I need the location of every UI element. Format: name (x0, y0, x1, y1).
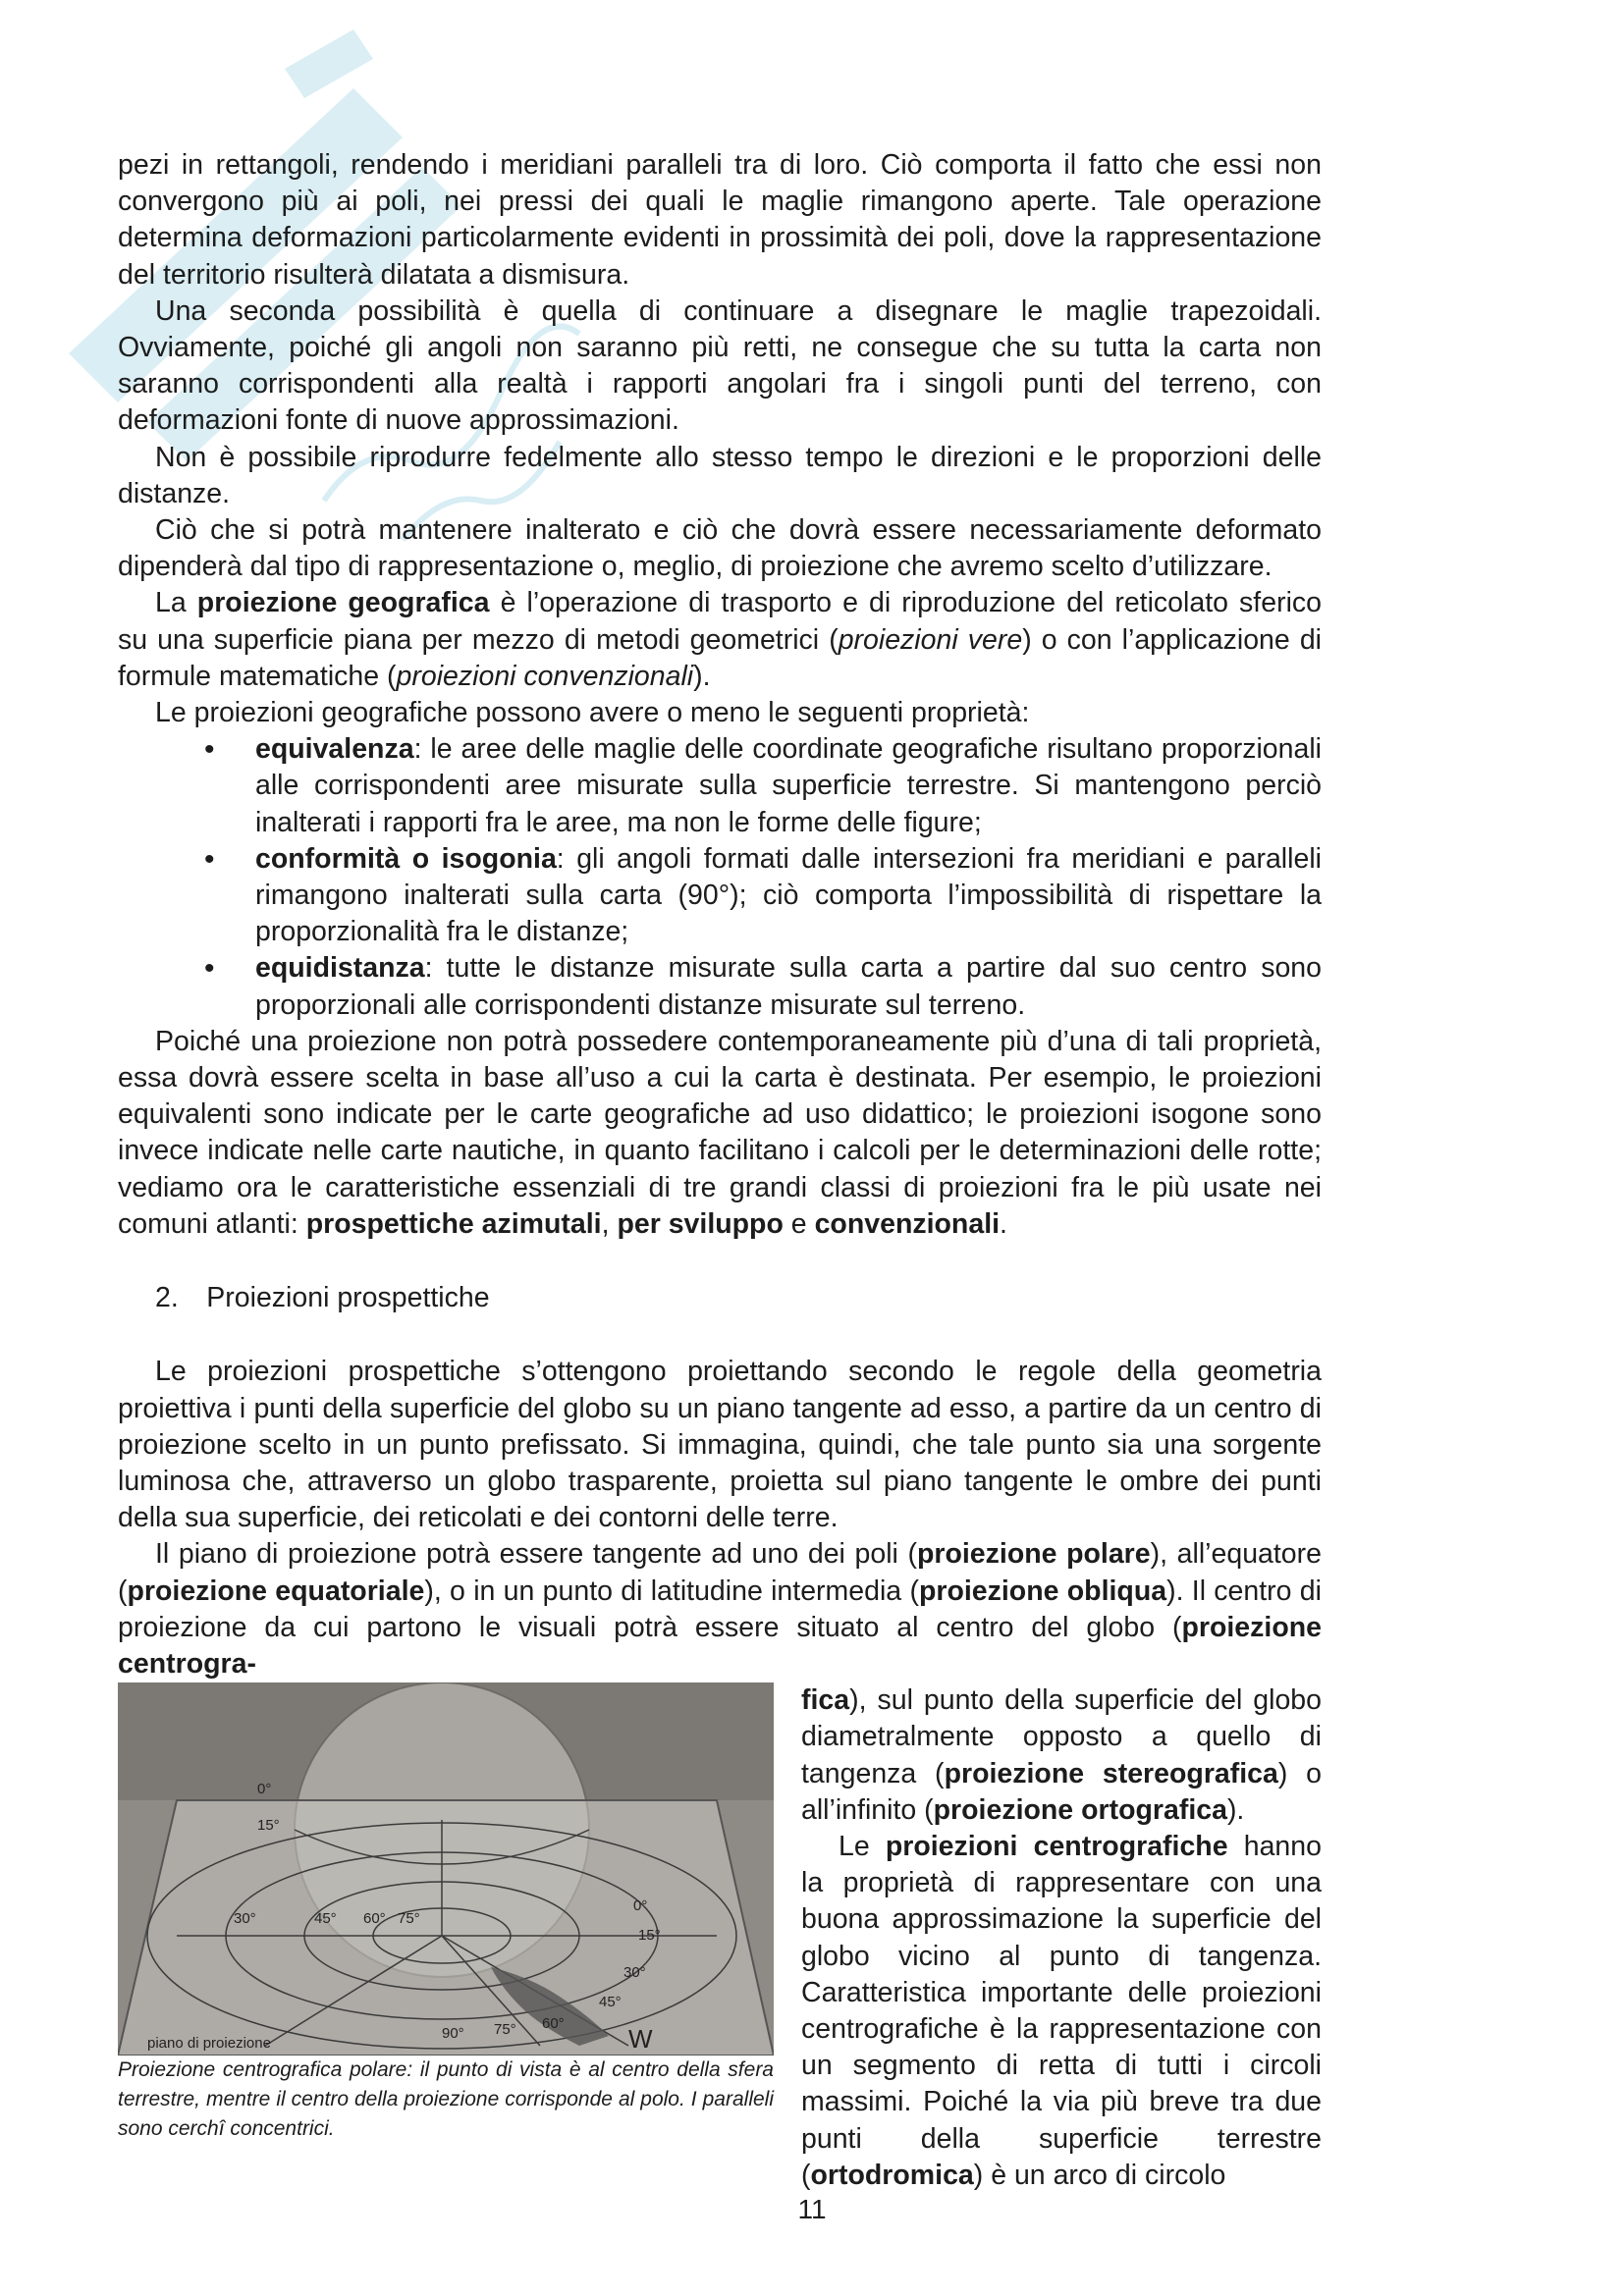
p11-a: Le (839, 1830, 886, 1862)
p7-g: . (1000, 1207, 1007, 1240)
term-proiezione-ortografica: proiezione ortografica (933, 1793, 1227, 1826)
fig-label: 60° (363, 1910, 386, 1928)
term-per-sviluppo: per sviluppo (617, 1207, 784, 1240)
term-proiezione-centrografica: proiezione centrogra- (118, 1611, 1322, 1680)
p10-b: ), sul punto della superficie del globo diametralmente opposto a quello di tangenza ( (801, 1684, 1322, 1789)
p7-e: e (783, 1207, 815, 1240)
paragraph-6 (118, 695, 1322, 731)
section-title: 2. Proiezioni prospettiche (155, 1282, 490, 1314)
list-item (255, 841, 1322, 951)
p7-c: , (601, 1207, 618, 1240)
paragraph-1-text: pezi in rettangoli, rendendo i meridiani paralleli tra di loro. Ciò comporta il fatto che essi non convergono più ai poli, nei pressi dei quali le maglie rimangono aperte. Tale operazione determina deformazioni particolarmente evidenti in prossimità dei poli, dove la rappresentazione del territorio risulterà dilatata a dismisura. (118, 149, 1322, 291)
term-proiezione-obliqua: proiezione obliqua (918, 1575, 1167, 1607)
paragraph-10 (801, 1682, 1322, 1829)
fig-label: 15° (257, 1817, 280, 1835)
fig-label: 0° (257, 1781, 272, 1798)
fig-label: 45° (314, 1910, 337, 1928)
paragraph-8 (118, 1354, 1322, 1536)
page-number: 11 (797, 2194, 827, 2224)
fig-label: 30° (623, 1964, 646, 1982)
term-fica: fica (801, 1684, 850, 1717)
term-proiezione-equatoriale: proiezione equatoriale (127, 1575, 425, 1607)
fig-label-w: W (628, 2024, 653, 2055)
list-item-text: : gli angoli formati dalle intersezioni fra meridiani e paralleli rimangono inalterati sulla carta (90°); ciò comporta l’impossibilità di rispettare la proporzionalità fra le distanze; (255, 842, 1322, 948)
fig-label: 75° (398, 1910, 420, 1928)
paragraph-3-text: Non è possibile riprodurre fedelmente allo stesso tempo le direzioni e le proporzioni delle distanze. (118, 441, 1322, 509)
p5-c: è l’operazione di trasporto e di riproduzione del reticolato sferico su una superficie piana per mezzo di metodi geometrici ( (118, 587, 1322, 656)
term-proiezioni-centrografiche: proiezioni centrografiche (885, 1830, 1228, 1862)
term-conformita: conformità o isogonia (255, 842, 557, 875)
fig-label: 0° (633, 1897, 648, 1915)
fig-label: 60° (542, 2015, 565, 2033)
figure (118, 1682, 774, 2194)
p7-a: Poiché una proiezione non potrà possedere contemporaneamente più d’una di tali proprietà, essa dovrà essere scelta in base all’uso a cui la carta è destinata. Per esempio, le proiezioni equivalenti sono indicate per le carte geografiche ad uso didattico; le proiezioni isogone sono invece indicate nelle carte nautiche, in quanto facilitano i calcoli per le determinazioni delle rotte; vediamo ora le caratteristiche essenziali di tre grandi classi di proiezioni fra le più usate nei comuni atlanti: (118, 1025, 1322, 1240)
term-proiezioni-convenzionali: proiezioni convenzionali (396, 660, 694, 692)
fig-label-plane: piano di proiezione (147, 2035, 271, 2053)
p11-c: hanno la proprietà di rappresentare con una buona approssimazione la superficie del globo vicino al punto di tangenza. Caratteristica importante delle proiezioni centrografiche è la rappresentazione con un segmento di retta di tutti i circoli massimi. Poiché la via più breve tra due punti della superficie terrestre ( (801, 1830, 1322, 2191)
fig-label: 15° (638, 1927, 661, 1945)
paragraph-4-text: Ciò che si potrà mantenere inalterato e ciò che dovrà essere necessariamente deformato dipenderà dal tipo di rappresentazione o, meglio, di proiezione che avremo scelto d’utilizzare. (118, 514, 1322, 583)
p9-a: Il piano di proiezione potrà essere tangente ad uno dei poli ( (155, 1538, 917, 1571)
figure-side-text (801, 1682, 1322, 2194)
p9-e: ), o in un punto di latitudine intermedia ( (424, 1575, 919, 1607)
paragraph-4 (118, 512, 1322, 585)
paragraph-9 (118, 1536, 1322, 1682)
term-proiezione-geografica: proiezione geografica (196, 587, 490, 619)
paragraph-8-text: Le proiezioni prospettiche s’ottengono proiettando secondo le regole della geometria proiettiva i punti della superficie del globo su un piano tangente ad esso, a partire da un centro di proiezione scelto in un punto prefissato. Si immagina, quindi, che tale punto sia una sorgente luminosa che, attraverso un globo trasparente, proietta sul piano tangente le ombre dei punti della sua superficie, dei reticolati e dei contorni delle terre. (118, 1356, 1322, 1534)
list-item-text: : tutte le distanze misurate sulla carta a partire dal suo centro sono proporzionali alle corrispondenti distanze misurate sul terreno. (255, 952, 1322, 1021)
fig-label: 30° (234, 1910, 256, 1928)
term-equidistanza: equidistanza (255, 952, 425, 985)
term-proiezioni-vere: proiezioni vere (838, 623, 1023, 656)
paragraph-2 (118, 294, 1322, 440)
list-item (255, 950, 1322, 1023)
term-prospettiche-azimutali: prospettiche azimutali (305, 1207, 602, 1240)
polar-projection-image (118, 1682, 774, 2056)
p9-g: ). Il centro di proiezione da cui partono le visuali potrà essere situato al centro del globo ( (118, 1575, 1322, 1643)
term-equivalenza: equivalenza (255, 733, 414, 766)
fig-label: 45° (599, 1994, 622, 2011)
term-convenzionali: convenzionali (814, 1207, 1001, 1240)
p5-g: ). (693, 660, 711, 692)
properties-list (118, 731, 1322, 1024)
term-ortodromica: ortodromica (810, 2159, 974, 2191)
paragraph-1 (118, 147, 1322, 294)
list-item (255, 731, 1322, 841)
fig-label: 75° (494, 2021, 516, 2039)
p5-a: La (155, 587, 197, 619)
paragraph-11 (801, 1829, 1322, 2194)
paragraph-6-text: Le proiezioni geografiche possono avere o meno le seguenti proprietà: (155, 697, 1030, 729)
p10-f: ). (1226, 1793, 1245, 1826)
figure-caption: Proiezione centrografica polare: il punto di vista è al centro della sfera terrestre, mentre il centro della proiezione corrisponde al polo. I paralleli sono cerchî concentrici. (118, 2058, 774, 2141)
fig-label: 90° (442, 2025, 464, 2043)
paragraph-3 (118, 440, 1322, 512)
paragraph-5 (118, 585, 1322, 695)
term-proiezione-polare: proiezione polare (916, 1538, 1151, 1571)
paragraph-2-text: Una seconda possibilità è quella di continuare a disegnare le maglie trapezoidali. Ovviamente, poiché gli angoli non saranno più retti, ne consegue che su tutta la carta non saranno corrispondenti alla realtà i rapporti angolari fra i singoli punti del terreno, con deformazioni fonte di nuove approssimazioni. (118, 294, 1322, 437)
text-column (118, 147, 1322, 2194)
p11-e: ) è un arco di circolo (973, 2159, 1226, 2191)
paragraph-7 (118, 1024, 1322, 1243)
figure-block (118, 1682, 1322, 2194)
term-proiezione-stereografica: proiezione stereografica (944, 1757, 1278, 1789)
p5-e: ) o con l’applicazione di formule matematiche ( (118, 623, 1322, 692)
list-item-text: : le aree delle maglie delle coordinate geografiche risultano proporzionali alle corrispondenti aree misurate sulla superficie terrestre. Si mantengono perciò inalterati i rapporti fra le aree, ma non le forme delle figure; (255, 733, 1322, 838)
p10-d: ) o all’infinito ( (801, 1757, 1323, 1826)
p9-c: ), all’equatore ( (118, 1538, 1322, 1607)
